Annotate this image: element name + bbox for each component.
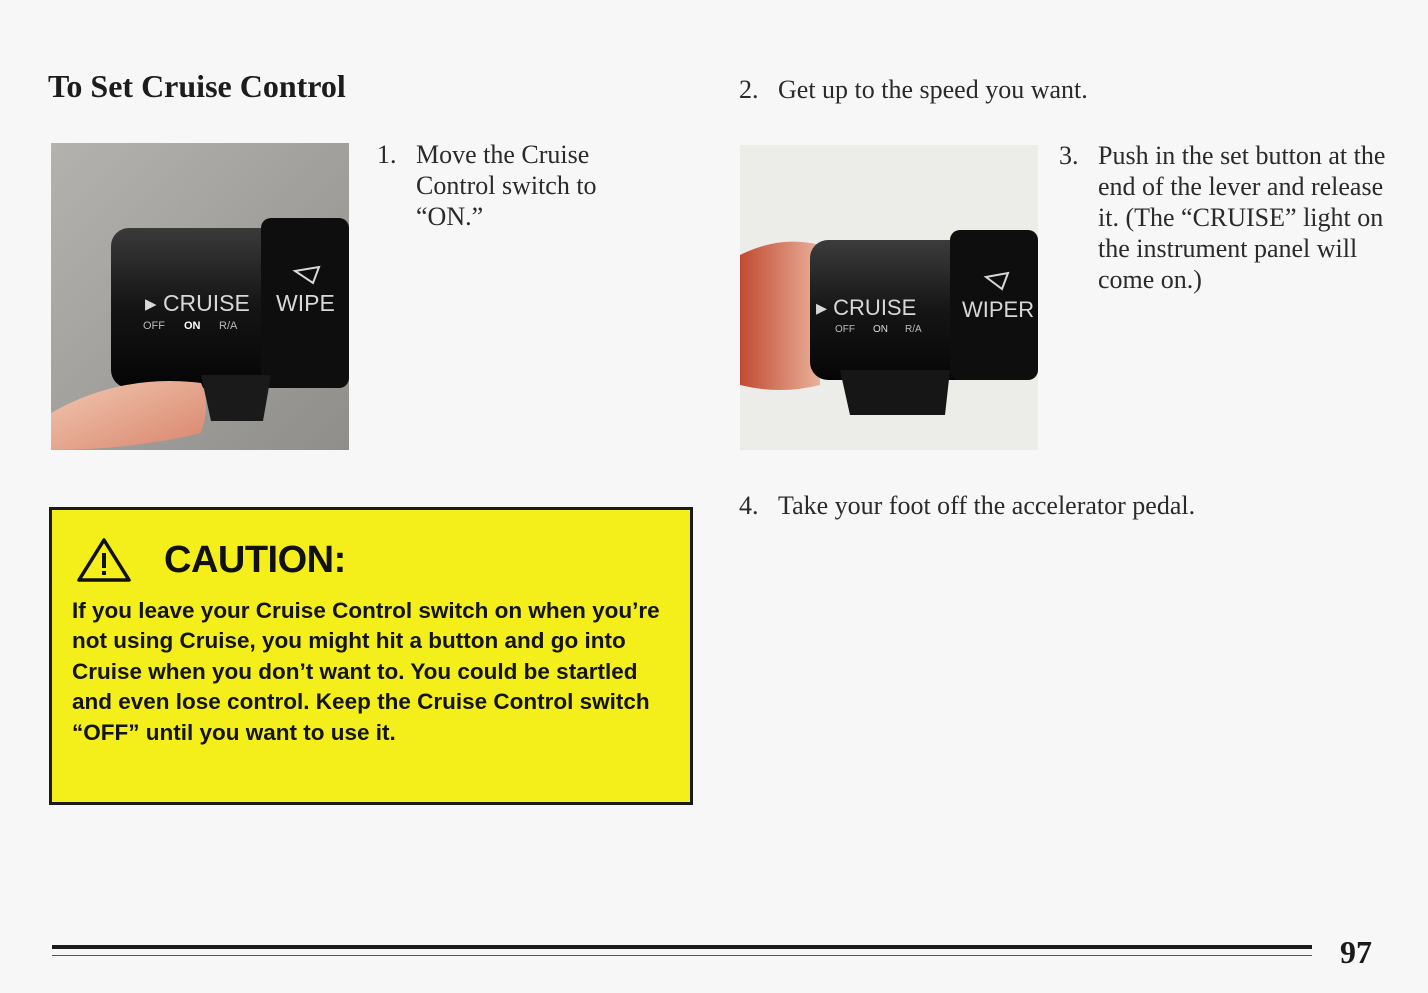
- caution-title: CAUTION:: [164, 538, 346, 581]
- footer-rule: [52, 945, 1312, 949]
- on-label: ON: [873, 324, 888, 335]
- step-number: 2.: [739, 75, 759, 104]
- step-1: [377, 139, 657, 232]
- step-number: 4.: [739, 491, 759, 520]
- step-text: Move the Cruise Control switch to “ON.”: [416, 140, 597, 231]
- step-2: [739, 74, 1379, 105]
- off-label: OFF: [835, 324, 855, 335]
- caution-text: If you leave your Cruise Control switch on when you’re not using Cruise, you might hit a button and go into Cruise when you don’t want to. You could be startled and even lose control. Keep the Cruise Control switch “OFF” until you want to use it.: [72, 598, 660, 745]
- off-label: OFF: [143, 320, 165, 332]
- step-3: [1059, 140, 1389, 295]
- wiper-label: WIPER: [962, 297, 1035, 322]
- wiper-label: WIPE: [276, 290, 335, 316]
- warning-triangle-icon: [76, 537, 132, 583]
- footer-rule-thin: [52, 955, 1312, 956]
- page-number: 97: [1340, 934, 1372, 970]
- step-text: Take your foot off the accelerator pedal.: [778, 491, 1196, 520]
- cruise-label: ▸ CRUISE: [816, 295, 917, 320]
- step-number: 1.: [377, 140, 397, 169]
- ra-label: R/A: [219, 320, 238, 332]
- step-text: Push in the set button at the end of the lever and release it. (The “CRUISE” light on the instrument panel will come on.): [1098, 141, 1386, 294]
- page-title: To Set Cruise Control: [48, 68, 346, 104]
- cruise-label: ▸ CRUISE: [145, 290, 250, 316]
- cruise-switch-photo-on: [51, 143, 349, 450]
- caution-box: [49, 507, 693, 805]
- step-text: Get up to the speed you want.: [778, 75, 1088, 104]
- ra-label: R/A: [905, 324, 922, 335]
- step-number: 3.: [1059, 141, 1079, 170]
- on-label: ON: [184, 320, 201, 332]
- step-4: [739, 490, 1379, 521]
- caution-header: [76, 538, 346, 582]
- cruise-set-button-photo: [740, 145, 1038, 450]
